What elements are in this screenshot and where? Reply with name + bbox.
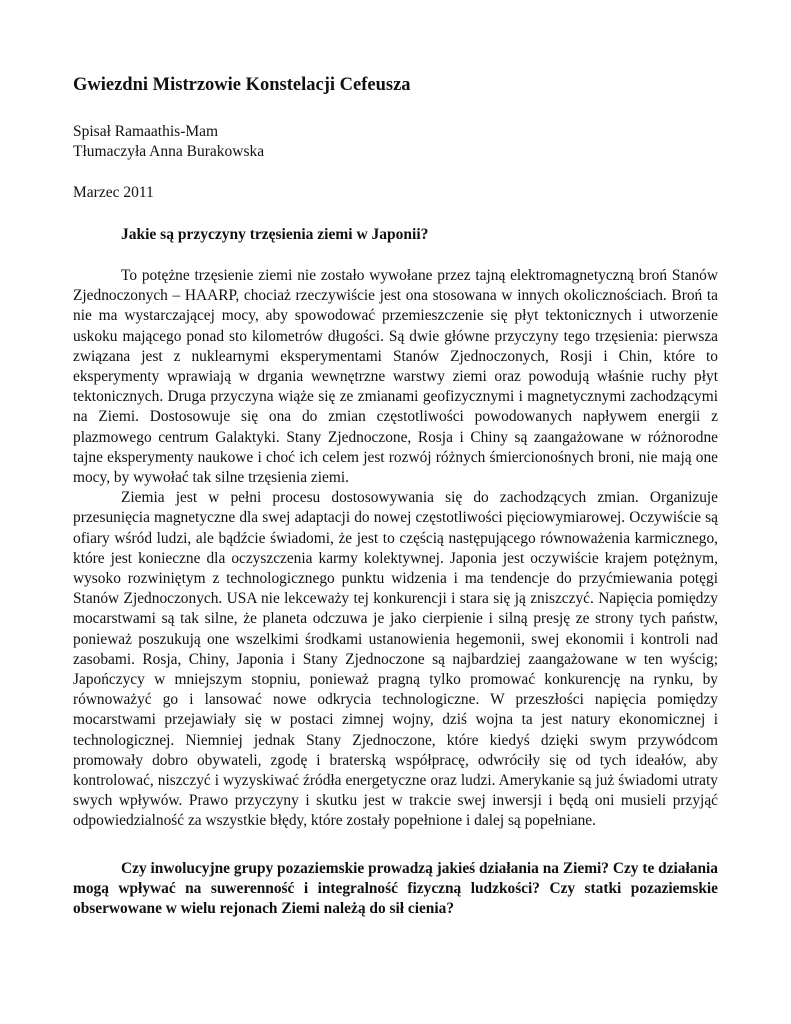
section-question: Jakie są przyczyny trzęsienia ziemi w Japonii? [121,226,429,243]
body-text [73,266,718,832]
paragraph-2: Ziemia jest w pełni procesu dostosowywania się do zachodzących zmian. Organizuje przesunięcia magnetyczne dla swej adaptacji do nowej częstotliwości pięciowymiarowej. Oczywiście są ofiary wśród ludzi, ale bądźcie świadomi, że jest to częścią następującego równoważenia karmicznego, które jest konieczne dla oczyszczenia karmy kolektywnej. Japonia jest oczywiście krajem potężnym, wysoko rozwiniętym z technologicznego punktu widzenia i ma tendencje do przyćmiewania potęgi Stanów Zjednoczonych. USA nie lekceważy tej konkurencji i stara się ją zniszczyć. Napięcia pomiędzy mocarstwami są tak silne, że planeta odczuwa je jako cierpienie i silną presję ze strony tych państw, ponieważ poszukują one wszelkimi środkami ustanowienia hegemonii, swej ekonomii i kontroli nad zasobami. Rosja, Chiny, Japonia i Stany Zjednoczone są najbardziej zaangażowane w ten wyścig; Japończycy w mniejszym stopniu, ponieważ pragną tylko promować konkurencję na rynku, by równoważyć go i lansować nowe odkrycia technologiczne. W przeszłości napięcia pomiędzy mocarstwami przejawiały się w postaci zimnej wojny, dziś wojna ta jest natury ekonomicznej i technologicznej. Niemniej jednak Stany Zjednoczone, które kiedyś dzięki swym przywódcom promowały dobro obywateli, zgodę i braterską współpracę, odwróciły się od tych ideałów, aby kontrolować, niszczyć i wyzyskiwać źródła energetyczne oraz ludzi. Amerykanie są już świadomi utraty swych wpływów. Prawo przyczyny i skutku jest w trakcie swej inwersji i będą oni musieli przyjąć odpowiedzialność za wszystkie błędy, które zostały popełnione i dalej są popełniane. [73,489,718,830]
document-title: Gwiezdni Mistrzowie Konstelacji Cefeusza [73,75,411,95]
paragraph-1: To potężne trzęsienie ziemi nie zostało wywołane przez tajną elektromagnetyczną broń Stanów Zjednoczonych – HAARP, chociaż rzeczywiście jest ona stosowana w innych okolicznościach. Broń ta nie ma wystarczającej mocy, aby spowodować przemieszczenie się płyt tektonicznych i utworzenie uskoku mającego ponad sto kilometrów długości. Są dwie główne przyczyny tego trzęsienia: pierwsza związana jest z nuklearnymi eksperymentami Stanów Zjednoczonych, Rosji i Chin, które to eksperymenty wprawiają w drgania wewnętrzne warstwy ziemi oraz powodują właśnie ruchy płyt tektonicznych. Druga przyczyna wiąże się ze zmianami geofizycznymi i magnetycznymi zachodzącymi na Ziemi. Dostosowuje się ona do zmian częstotliwości powodowanych napływem energii z plazmowego centrum Galaktyki. Stany Zjednoczone, Rosja i Chiny są zaangażowane w różnorodne tajne eksperymenty naukowe i choć ich celem jest rozwój różnych śmiercionośnych broni, nie mają one mocy, by wywołać tak silne trzęsienia ziemi. [73,267,718,487]
translator-line: Tłumaczyła Anna Burakowska [73,143,265,160]
closing-question: Czy inwolucyjne grupy pozaziemskie prowadzą jakieś działania na Ziemi? Czy te działania mogą wpływać na suwerenność i integralność fizyczną ludzkości? Czy statki pozaziemskie obserwowane w wielu rejonach Ziemi należą do sił cienia? [73,860,718,918]
author-line: Spisał Ramaathis-Mam [73,123,219,140]
document-date: Marzec 2011 [73,184,154,201]
